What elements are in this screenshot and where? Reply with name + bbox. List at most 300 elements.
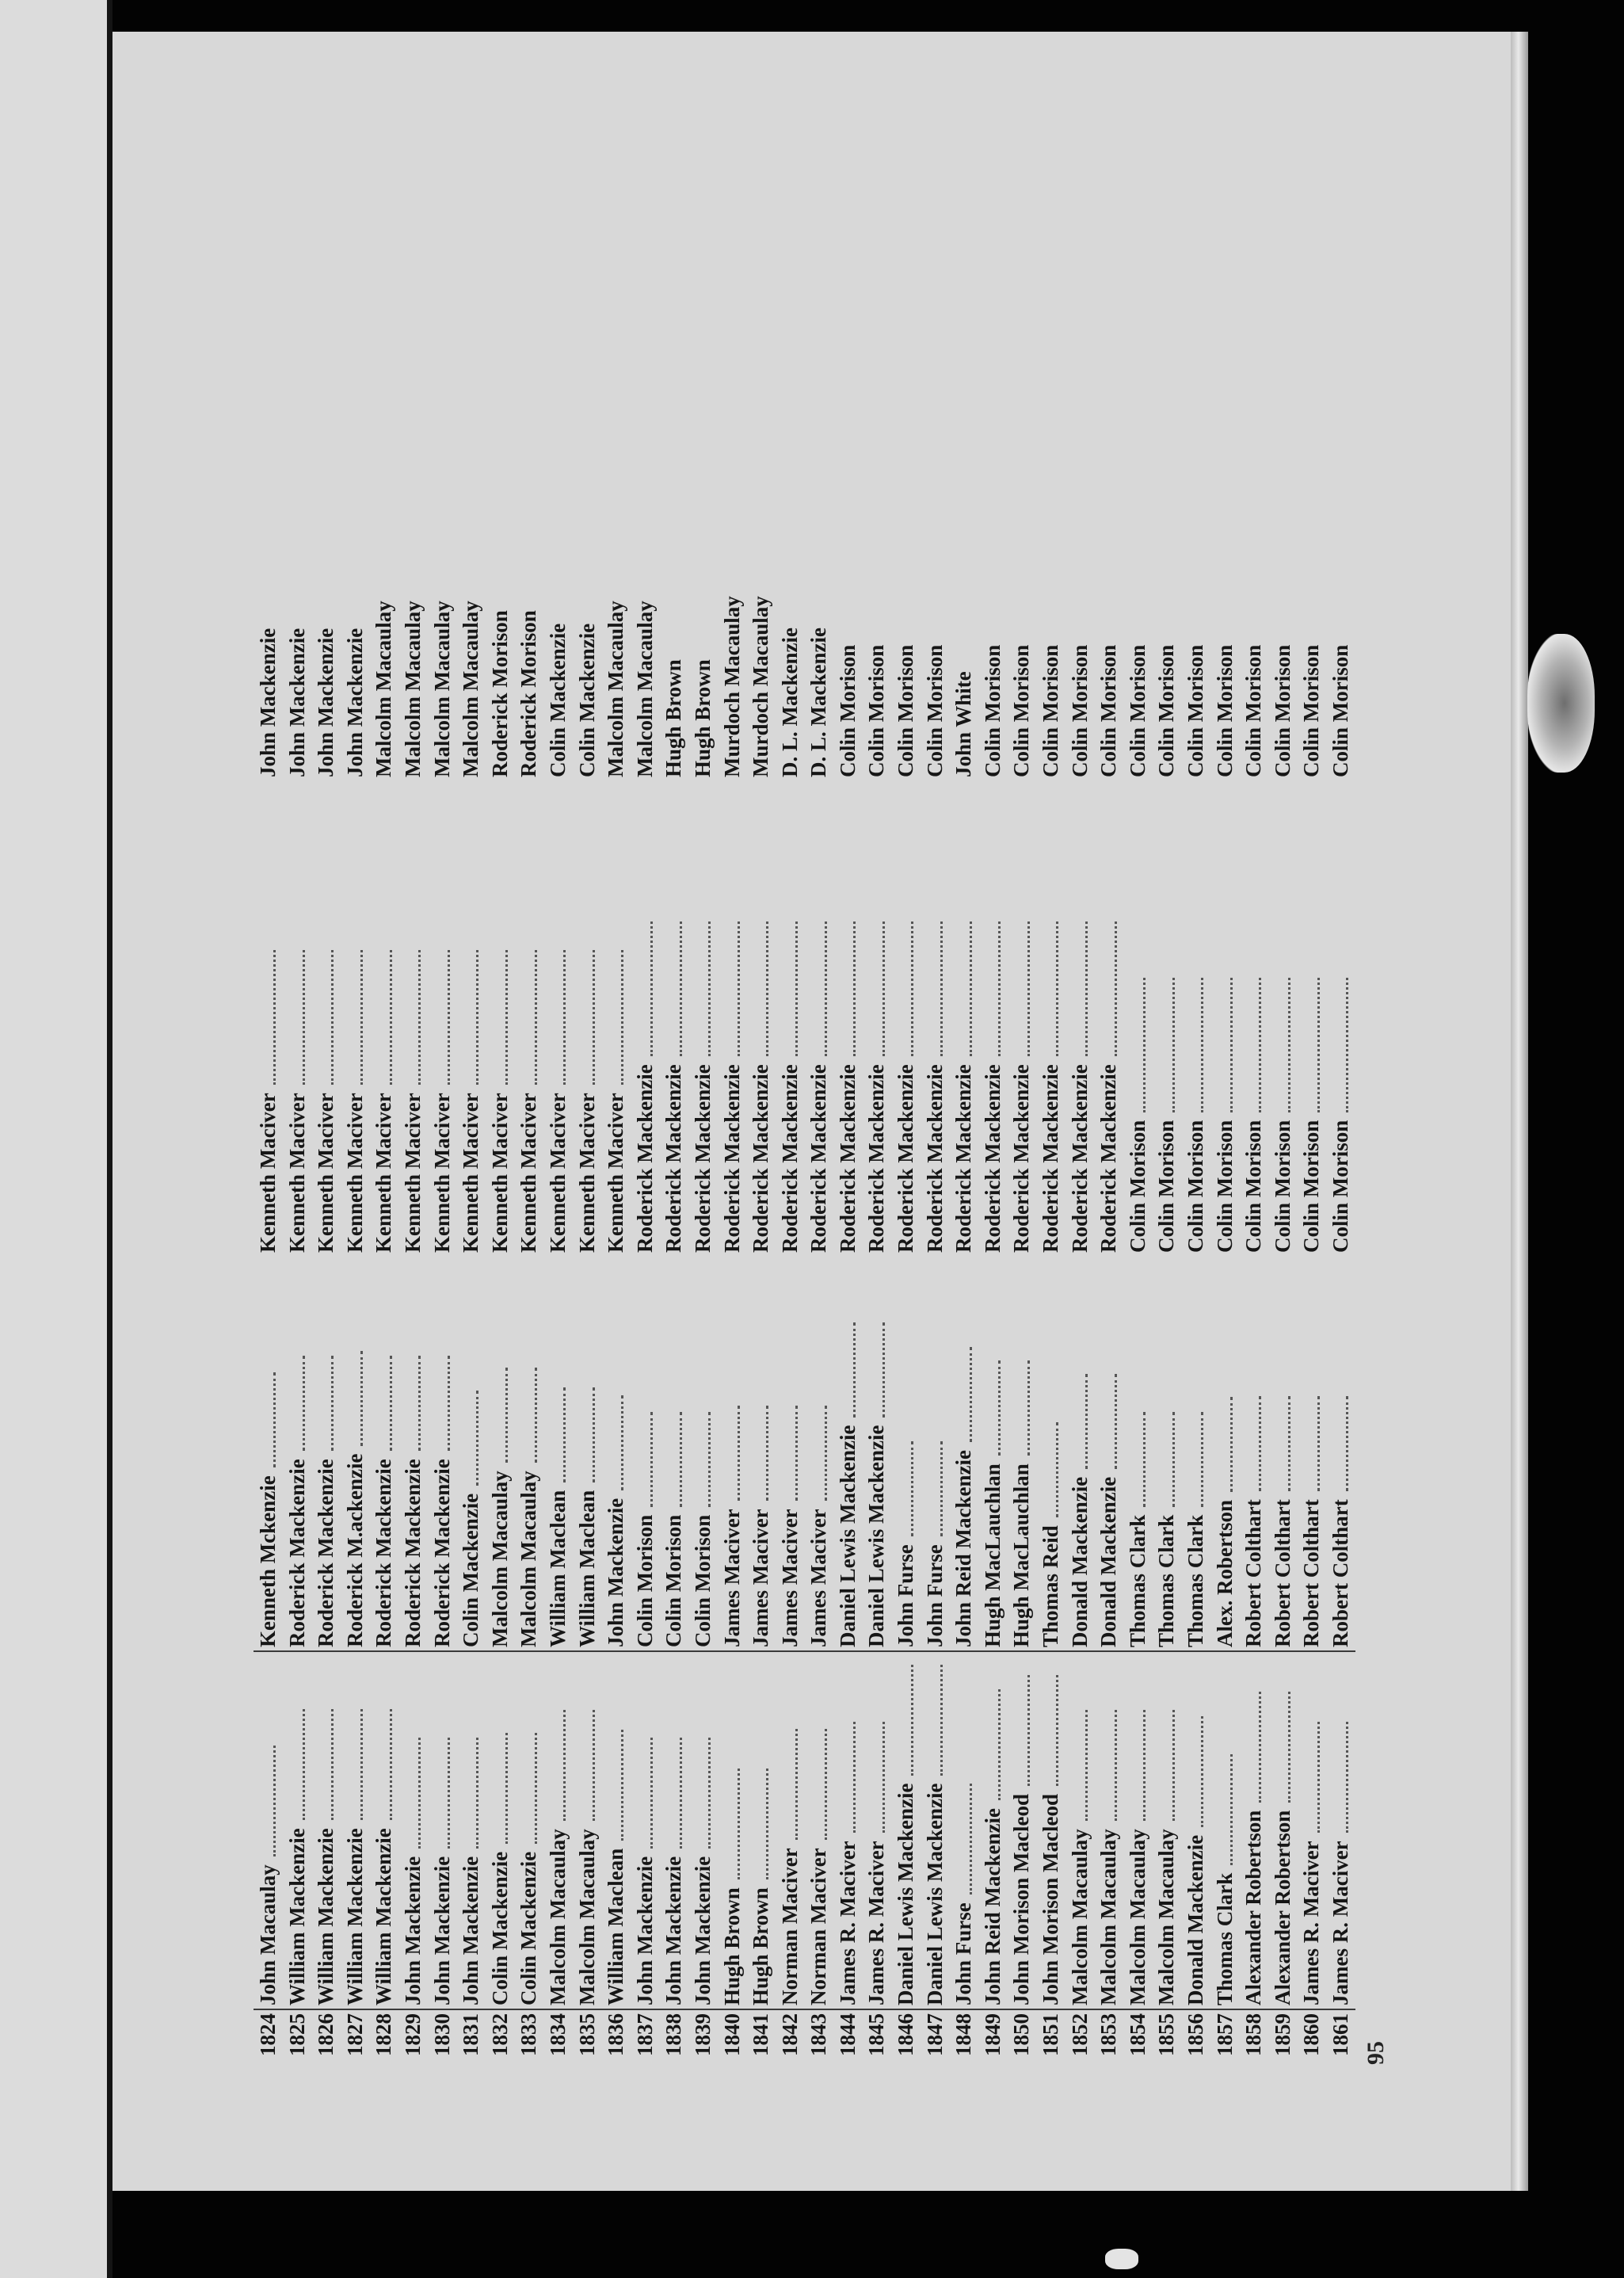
- cell-col4: [776, 305, 805, 780]
- cell-col1: [1297, 1652, 1326, 2009]
- cell-col1-text: James R. Maciver: [835, 1841, 860, 2005]
- cell-col4: [428, 305, 457, 780]
- cell-col1-text: Alexander Robertson: [1241, 1810, 1266, 2005]
- cell-year: [688, 2009, 718, 2060]
- cell-col2: [746, 1256, 776, 1652]
- dot-leader: [476, 1391, 478, 1486]
- dot-leader: [766, 1406, 768, 1501]
- cell-col2: [978, 1256, 1008, 1652]
- dot-leader: [1259, 1692, 1261, 1803]
- cell-col3-text: Kenneth Maciver: [487, 1093, 512, 1253]
- cell-year-text: 1848: [951, 2013, 976, 2056]
- dot-leader: [448, 1738, 450, 1849]
- dot-leader: [1317, 1722, 1320, 1833]
- table-row: [688, 301, 718, 2060]
- cell-col1-text: Malcolm Macaulay: [1154, 1829, 1179, 2005]
- cell-col4: [369, 305, 398, 780]
- cell-col4: [456, 305, 486, 780]
- cell-col2-text: Roderick Mackenzie: [400, 1459, 425, 1647]
- cell-col3: [921, 780, 950, 1256]
- cell-year: [398, 2009, 428, 2060]
- dot-leader: [1115, 1374, 1117, 1469]
- table-row: [949, 301, 978, 2060]
- cell-year: [746, 2009, 776, 2060]
- cell-col2-text: William Maclean: [574, 1490, 599, 1647]
- cell-col1: [573, 1652, 602, 2009]
- table-row: [283, 301, 312, 2060]
- cell-year-text: 1837: [632, 2013, 657, 2056]
- cell-col3-text: Kenneth Maciver: [604, 1093, 628, 1253]
- table-row: [398, 301, 428, 2060]
- cell-col1: [804, 1652, 833, 2009]
- cell-col2-text: Roderick M.ackenzie: [342, 1453, 367, 1647]
- dot-leader: [1230, 1754, 1233, 1865]
- cell-col4-text: Colin Morison: [864, 644, 889, 777]
- cell-col3: [804, 780, 833, 1256]
- book-gutter: [107, 0, 112, 2278]
- cell-col4: [1094, 305, 1123, 780]
- cell-col3-text: Kenneth Maciver: [459, 1093, 483, 1253]
- cell-col1-text: Malcolm Macaulay: [1125, 1829, 1149, 2005]
- cell-col4-text: John White: [951, 671, 976, 777]
- cell-year: [978, 2009, 1008, 2060]
- cell-col3: [341, 780, 370, 1256]
- cell-col1: [341, 1652, 370, 2009]
- cell-col4: [1066, 305, 1095, 780]
- cell-col2-text: Thomas Clark: [1154, 1514, 1179, 1647]
- dot-leader: [563, 1387, 566, 1482]
- cell-year-text: 1850: [1009, 2013, 1034, 2056]
- dot-leader: [593, 1710, 595, 1821]
- cell-col3: [1066, 780, 1095, 1256]
- dot-leader: [1259, 1396, 1261, 1491]
- table-row: [862, 301, 891, 2060]
- cell-col2-text: James Maciver: [719, 1509, 744, 1647]
- cell-col3-text: Roderick Mackenzie: [632, 1064, 657, 1253]
- cell-col4: [1326, 305, 1355, 780]
- cell-col2: [369, 1256, 398, 1652]
- cell-col4-text: Colin Morison: [1328, 644, 1352, 777]
- cell-col3: [456, 780, 486, 1256]
- table-row: [1326, 301, 1355, 2060]
- cell-col4: [1036, 305, 1066, 780]
- dot-leader: [940, 1665, 943, 1776]
- cell-year: [341, 2009, 370, 2060]
- dot-leader: [331, 1709, 334, 1820]
- cell-year: [804, 2009, 833, 2060]
- cell-col2: [804, 1256, 833, 1652]
- cell-col2: [514, 1256, 543, 1652]
- cell-year-text: 1835: [574, 2013, 599, 2056]
- dot-leader: [418, 1738, 421, 1849]
- cell-year-text: 1833: [517, 2013, 541, 2056]
- cell-col2: [1181, 1256, 1210, 1652]
- dot-leader: [593, 950, 595, 1085]
- dot-leader: [1259, 978, 1261, 1112]
- cell-col4-text: Colin Morison: [980, 644, 1005, 777]
- table-row: [776, 301, 805, 2060]
- cell-col1: [1326, 1652, 1355, 2009]
- cell-col1-text: James R. Maciver: [1299, 1841, 1324, 2005]
- dot-leader: [563, 950, 566, 1085]
- dot-leader: [680, 1412, 682, 1507]
- cell-year-text: 1824: [256, 2013, 280, 2056]
- dot-leader: [593, 1387, 595, 1482]
- dot-leader: [940, 1441, 943, 1536]
- cell-year-text: 1847: [922, 2013, 947, 2056]
- cell-col1-text: Malcolm Macaulay: [545, 1829, 570, 2005]
- dot-leader: [360, 950, 363, 1085]
- cell-col3-text: Roderick Mackenzie: [835, 1064, 860, 1253]
- table-row: [1181, 301, 1210, 2060]
- cell-col3: [369, 780, 398, 1256]
- cell-year-text: 1829: [400, 2013, 425, 2056]
- dot-leader: [825, 1729, 827, 1840]
- dot-leader: [680, 922, 682, 1056]
- cell-col1-text: John Mackenzie: [661, 1856, 686, 2005]
- table-row: [1123, 301, 1153, 2060]
- table-row: [543, 301, 573, 2060]
- cell-col4-text: Murdoch Macaulay: [749, 596, 773, 777]
- dot-leader: [1201, 1412, 1203, 1507]
- cell-year: [891, 2009, 921, 2060]
- cell-col3: [1210, 780, 1240, 1256]
- dot-leader: [448, 1356, 450, 1451]
- cell-col2-text: John Reid Mackenzie: [951, 1450, 976, 1647]
- cell-col1-text: Donald Mackenzie: [1184, 1834, 1207, 2005]
- cell-col2-text: Roderick Mackenzie: [372, 1459, 396, 1647]
- cell-col1-text: John Macaulay: [256, 1864, 280, 2005]
- cell-col1-text: Malcolm Macaulay: [574, 1829, 599, 2005]
- dot-leader: [535, 1368, 537, 1463]
- cell-col2-text: Roderick Mackenzie: [314, 1459, 338, 1647]
- cell-col2: [1239, 1256, 1268, 1652]
- cell-col1-text: Alexander Robertson: [1270, 1810, 1294, 2005]
- cell-col2-text: Colin Morison: [632, 1514, 657, 1647]
- table-row: [891, 301, 921, 2060]
- cell-col4-text: Colin Morison: [835, 644, 860, 777]
- table-row: [1239, 301, 1268, 2060]
- cell-col1-text: Thomas Clark: [1212, 1872, 1237, 2005]
- dot-leader: [738, 922, 740, 1056]
- cell-col1: [949, 1652, 978, 2009]
- dot-leader: [650, 1738, 653, 1849]
- cell-col4-text: Colin Morison: [1096, 644, 1121, 777]
- dot-leader: [1201, 978, 1203, 1112]
- cell-col4-text: Colin Mackenzie: [545, 623, 570, 777]
- dot-leader: [708, 922, 711, 1056]
- cell-year: [1007, 2009, 1036, 2060]
- cell-col2-text: Donald Mackenzie: [1067, 1476, 1092, 1647]
- cell-col2: [456, 1256, 486, 1652]
- cell-col2-text: Roderick Mackenzie: [284, 1459, 309, 1647]
- cell-col4-text: Colin Morison: [1154, 644, 1179, 777]
- cell-year-text: 1856: [1184, 2013, 1207, 2056]
- cell-col2-text: Donald Mackenzie: [1096, 1476, 1121, 1647]
- cell-col1-text: William Mackenzie: [372, 1828, 396, 2005]
- cell-year-text: 1853: [1096, 2013, 1121, 2056]
- cell-col3: [1297, 780, 1326, 1256]
- dot-leader: [970, 922, 972, 1056]
- cell-year-text: 1834: [545, 2013, 570, 2056]
- cell-col3-text: Kenneth Maciver: [400, 1093, 425, 1253]
- cell-year-text: 1857: [1212, 2013, 1237, 2056]
- cell-col4-text: Colin Morison: [1067, 644, 1092, 777]
- cell-col4-text: Malcolm Macaulay: [632, 601, 657, 777]
- dot-leader: [853, 1722, 856, 1833]
- dot-leader: [998, 1360, 1001, 1456]
- scan-speck: [1105, 2249, 1138, 2269]
- cell-year-text: 1839: [690, 2013, 715, 2056]
- cell-col3: [573, 780, 602, 1256]
- cell-col2: [688, 1256, 718, 1652]
- dot-leader: [621, 950, 623, 1085]
- cell-col3: [398, 780, 428, 1256]
- cell-col4-text: Malcolm Macaulay: [459, 601, 483, 777]
- dot-leader: [911, 1441, 913, 1536]
- dot-leader: [1172, 1412, 1175, 1507]
- cell-col3-text: Kenneth Maciver: [372, 1093, 396, 1253]
- dot-leader: [390, 1709, 392, 1820]
- table-row: [486, 301, 515, 2060]
- table-row: [428, 301, 457, 2060]
- cell-col3-text: Roderick Mackenzie: [690, 1064, 715, 1253]
- cell-col2: [1152, 1256, 1181, 1652]
- dot-leader: [1346, 978, 1348, 1112]
- cell-year-text: 1832: [487, 2013, 512, 2056]
- cell-col1: [746, 1652, 776, 2009]
- dot-leader: [738, 1406, 740, 1501]
- cell-year-text: 1859: [1270, 2013, 1294, 2056]
- cell-col3: [283, 780, 312, 1256]
- cell-year-text: 1830: [429, 2013, 454, 2056]
- dot-leader: [1346, 1396, 1348, 1491]
- cell-col3-text: Colin Morison: [1212, 1120, 1237, 1253]
- dot-leader: [1085, 1710, 1088, 1821]
- cell-col4: [543, 305, 573, 780]
- cell-year-text: 1841: [749, 2013, 773, 2056]
- cell-year: [1268, 2009, 1298, 2060]
- dot-leader: [1143, 1710, 1146, 1821]
- cell-col4: [514, 305, 543, 780]
- page-number: 95: [1363, 2041, 1389, 2065]
- dot-leader: [1027, 1360, 1030, 1456]
- cell-year: [1239, 2009, 1268, 2060]
- cell-col1-text: Daniel Lewis Mackenzie: [922, 1783, 947, 2005]
- dot-leader: [360, 1709, 363, 1820]
- cell-col4-text: Hugh Brown: [690, 659, 715, 777]
- cell-year: [1094, 2009, 1123, 2060]
- dot-leader: [738, 1769, 740, 1879]
- cell-col2-text: Hugh MacLauchlan: [980, 1463, 1005, 1647]
- cell-col4: [978, 305, 1008, 780]
- cell-year: [1152, 2009, 1181, 2060]
- dot-leader: [970, 1347, 972, 1442]
- dot-leader: [418, 1356, 421, 1451]
- cell-col2: [283, 1256, 312, 1652]
- cell-col3-text: Colin Morison: [1299, 1120, 1324, 1253]
- cell-col4: [833, 305, 863, 780]
- cell-col3-text: Kenneth Maciver: [256, 1093, 280, 1253]
- dot-leader: [998, 1689, 1001, 1800]
- cell-col3: [891, 780, 921, 1256]
- cell-col2-text: John Furse: [922, 1544, 947, 1647]
- cell-year-text: 1825: [284, 2013, 309, 2056]
- dot-leader: [1288, 978, 1290, 1112]
- cell-col2: [862, 1256, 891, 1652]
- cell-year-text: 1854: [1125, 2013, 1149, 2056]
- dot-leader: [1288, 1396, 1290, 1491]
- table-row: [1066, 301, 1095, 2060]
- table-row: [1268, 301, 1298, 2060]
- cell-col4-text: Colin Morison: [922, 644, 947, 777]
- cell-col2: [949, 1256, 978, 1652]
- cell-col2: [1094, 1256, 1123, 1652]
- cell-col3-text: Kenneth Maciver: [517, 1093, 541, 1253]
- cell-col1: [1007, 1652, 1036, 2009]
- cell-col3: [601, 780, 631, 1256]
- dot-leader: [1317, 978, 1320, 1112]
- cell-col4-text: Colin Morison: [1039, 644, 1063, 777]
- cell-col2: [1297, 1256, 1326, 1652]
- table-row: [1152, 301, 1181, 2060]
- cell-col3-text: Roderick Mackenzie: [719, 1064, 744, 1253]
- cell-col3-text: Roderick Mackenzie: [864, 1064, 889, 1253]
- cell-year-text: 1828: [372, 2013, 396, 2056]
- cell-col4-text: Malcolm Macaulay: [604, 601, 628, 777]
- dot-leader: [535, 1733, 537, 1844]
- cell-col3: [1036, 780, 1066, 1256]
- cell-year-text: 1845: [864, 2013, 889, 2056]
- cell-col2: [1210, 1256, 1240, 1652]
- dot-leader: [1085, 1374, 1088, 1469]
- cell-col3-text: Roderick Mackenzie: [806, 1064, 831, 1253]
- dot-leader: [998, 922, 1001, 1056]
- cell-col2: [1123, 1256, 1153, 1652]
- cell-col1-text: James R. Maciver: [1328, 1841, 1352, 2005]
- cell-col2-text: Thomas Reid: [1039, 1525, 1063, 1647]
- cell-year-text: 1855: [1154, 2013, 1179, 2056]
- cell-col2-text: Thomas Clark: [1125, 1514, 1149, 1647]
- cell-col3-text: Roderick Mackenzie: [922, 1064, 947, 1253]
- cell-col4-text: Colin Morison: [1270, 644, 1294, 777]
- cell-col2: [601, 1256, 631, 1652]
- cell-col3-text: Kenneth Maciver: [545, 1093, 570, 1253]
- cell-col4-text: D. L. Mackenzie: [806, 628, 831, 777]
- table-row: [746, 301, 776, 2060]
- cell-col3: [486, 780, 515, 1256]
- cell-year: [428, 2009, 457, 2060]
- dot-leader: [1115, 1710, 1117, 1821]
- cell-year-text: 1826: [314, 2013, 338, 2056]
- cell-col1: [1123, 1652, 1153, 2009]
- cell-col3: [254, 780, 283, 1256]
- cell-year: [311, 2009, 341, 2060]
- cell-col4-text: John Mackenzie: [256, 628, 280, 777]
- cell-col4-text: John Mackenzie: [342, 628, 367, 777]
- cell-col4-text: Colin Morison: [1299, 644, 1324, 777]
- table-row: [921, 301, 950, 2060]
- table-row: [456, 301, 486, 2060]
- cell-col4: [1297, 305, 1326, 780]
- cell-year: [456, 2009, 486, 2060]
- cell-col1: [369, 1652, 398, 2009]
- cell-col4: [631, 305, 660, 780]
- cell-col1: [1181, 1652, 1210, 2009]
- cell-col2: [1326, 1256, 1355, 1652]
- cell-col3-text: Kenneth Maciver: [429, 1093, 454, 1253]
- cell-col2-text: Colin Morison: [661, 1514, 686, 1647]
- cell-col1: [688, 1652, 718, 2009]
- cell-col3-text: Colin Morison: [1270, 1120, 1294, 1253]
- dot-leader: [1346, 1722, 1348, 1833]
- cell-col1-text: William Mackenzie: [314, 1828, 338, 2005]
- cell-col2: [428, 1256, 457, 1652]
- dot-leader: [390, 1356, 392, 1451]
- dot-leader: [708, 1738, 711, 1849]
- cell-year-text: 1842: [777, 2013, 802, 2056]
- cell-col1: [1036, 1652, 1066, 2009]
- cell-col3-text: Colin Morison: [1328, 1120, 1352, 1253]
- cell-col1-text: John Mackenzie: [690, 1856, 715, 2005]
- cell-year: [776, 2009, 805, 2060]
- cell-year: [254, 2009, 283, 2060]
- dot-leader: [1172, 1710, 1175, 1821]
- cell-col1-text: Daniel Lewis Mackenzie: [894, 1783, 918, 2005]
- cell-year-text: 1831: [459, 2013, 483, 2056]
- cell-col3: [833, 780, 863, 1256]
- cell-year-text: 1843: [806, 2013, 831, 2056]
- cell-col3-text: Roderick Mackenzie: [661, 1064, 686, 1253]
- cell-col4-text: Colin Morison: [1241, 644, 1266, 777]
- dot-leader: [303, 950, 305, 1085]
- cell-col2-text: Daniel Lewis Mackenzie: [835, 1425, 860, 1647]
- table-row: [601, 301, 631, 2060]
- cell-col1: [1094, 1652, 1123, 2009]
- dot-leader: [621, 1395, 623, 1490]
- cell-col4-text: Colin Morison: [894, 644, 918, 777]
- cell-col1: [543, 1652, 573, 2009]
- dot-leader: [795, 1729, 798, 1840]
- cell-year-text: 1858: [1241, 2013, 1266, 2056]
- left-page-edge: [0, 0, 107, 2278]
- dot-leader: [563, 1710, 566, 1821]
- cell-col4-text: Malcolm Macaulay: [372, 601, 396, 777]
- cell-col1: [254, 1652, 283, 2009]
- dot-leader: [766, 1769, 768, 1879]
- dot-leader: [476, 1738, 478, 1849]
- cell-col3-text: Roderick Mackenzie: [951, 1064, 976, 1253]
- cell-col2: [311, 1256, 341, 1652]
- table-row: [369, 301, 398, 2060]
- cell-year-text: 1861: [1328, 2013, 1352, 2056]
- cell-col4: [804, 305, 833, 780]
- cell-col1-text: Hugh Brown: [749, 1887, 773, 2005]
- cell-col3: [1181, 780, 1210, 1256]
- cell-year: [1066, 2009, 1095, 2060]
- cell-col2: [573, 1256, 602, 1652]
- cell-col2-text: Robert Colthart: [1241, 1499, 1266, 1647]
- cell-col1-text: Hugh Brown: [719, 1887, 744, 2005]
- table-row: [311, 301, 341, 2060]
- dot-leader: [1230, 978, 1233, 1112]
- cell-col4-text: John Mackenzie: [314, 628, 338, 777]
- cell-col2: [398, 1256, 428, 1652]
- dot-leader: [418, 950, 421, 1085]
- dot-leader: [911, 1665, 913, 1776]
- table-row: [514, 301, 543, 2060]
- table-row: [1210, 301, 1240, 2060]
